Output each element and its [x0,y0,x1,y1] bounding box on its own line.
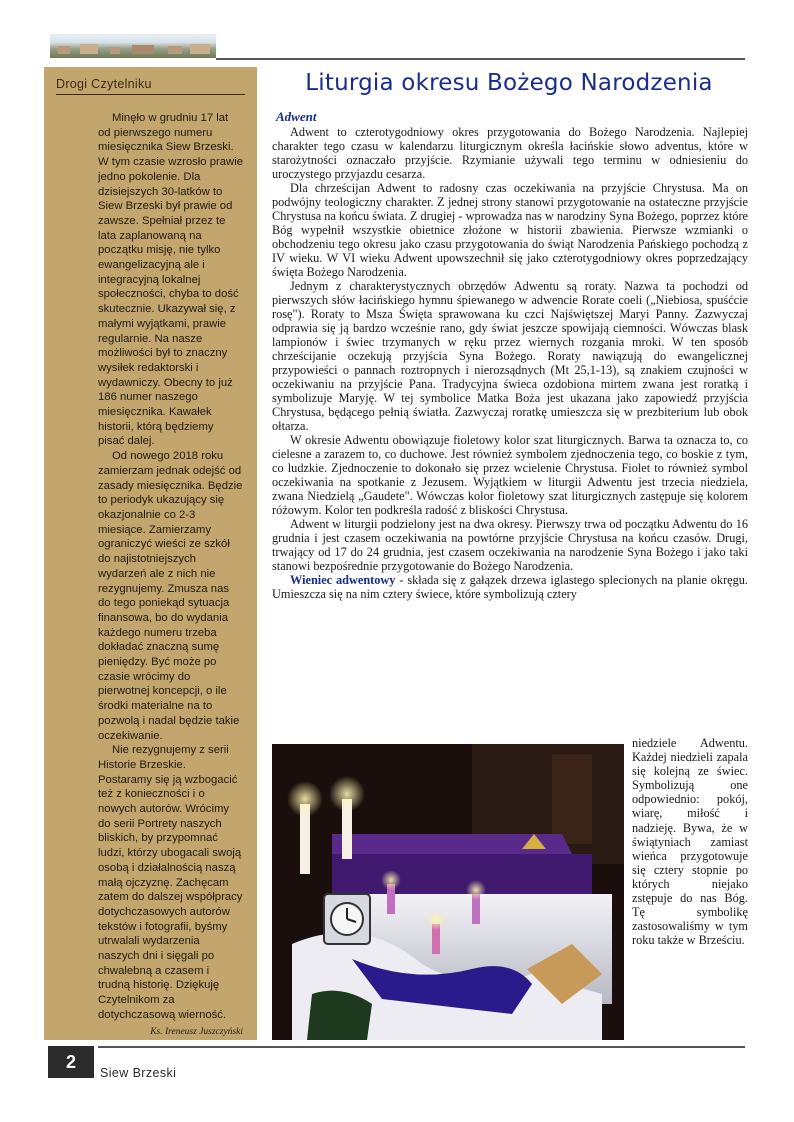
footer-rule [98,1046,745,1048]
wreath-term: Wieniec adwentowy [290,573,396,587]
article-paragraph: Adwent to czterotygodniowy okres przygotowania do Bożego Narodzenia. Najlepiej charakter tego czasu w kalendarzu liturgicznym określa łacińskie słowo adventus, które w starożytności oznaczało przyjście. Rzymianie używali tego terminu w odniesieniu do uroczystego przyjazdu cesarza. [272,125,748,181]
sidebar-signature: Ks. Ireneusz Juszczyński [150,1026,243,1037]
advent-altar-photo [272,744,624,1040]
page-number: 2 [48,1046,94,1078]
wreath-continued-column [632,736,748,947]
header-rule [216,58,745,60]
section-label: Adwent [276,109,317,124]
wreath-intro: - składa się z gałązek drzewa iglastego splecionych na planie okręgu. Umieszcza się na nim cztery świece, które symbolizują cztery [272,573,748,601]
sidebar-title: Drogi Czytelniku [56,77,245,95]
article-paragraph: W okresie Adwentu obowiązuje fioletowy kolor szat liturgicznych. Barwa ta oznacza to, co cielesne a zarazem to, co duchowe. Jest również symbolem zjednoczenia tego, co boskie z tym, co ludzkie. Zjednoczenie to dokonało się przez wcielenie Chrystusa. Fiolet to również symbol oczekiwania na spotkanie z Jezusem. Wyjątkiem w liturgii Adwentu jest trzecia niedziela, zwana Niedzielą „Gaudete". Wówczas kolor fioletowy szat liturgicznych zastępuje się kolorem różowym. Kolor ten podkreśla radość z bliskości Chrystusa. [272,433,748,517]
sidebar-paragraph: Nie rezygnujemy z serii Historie Brzeskie. Postaramy się ją wzbogacić też z konieczności i o nowych autorów. Wrócimy do serii Portrety naszych bliskich, by przypomnać ludzi, którzy ubogacali swoją osobą i działalnością naszą małą ojczyznę. Zachęcam zatem do dalszej współpracy dotychczasowych autorów tekstów i fotografii, byśmy utrwalali wydarzenia naszych dni i sięgali po chwalebną a czasem i trudną historię. Dziękuję Czytelnikom za dotychczasową wierność. [98,744,243,1021]
sidebar-body [98,111,243,1039]
article-body [272,110,748,601]
article-paragraph: Jednym z charakterystycznych obrzędów Adwentu są roraty. Nazwa ta pochodzi od pierwszych słów łacińskiego hymnu śpiewanego w adwencie Rorate coeli („Niebiosa, spuśćcie rosę"). Roraty to Msza Święta sprawowana ku czci Najświętszej Maryi Panny. Zazwyczaj odprawia się ją bardzo wcześnie rano, gdy świat jeszcze spowijają ciemności. Wówczas blask lampionów i świec trzymanych w ręku przez wiernych rozgania mroki. W ten sposób chrześcijanie oczekują przyjścia Syna Bożego. Roraty nawiązują do ewangelicznej przypowieści o pannach roztropnych i nierozsądnych (Mt 25,1-13), są znakiem czujności w oczekiwaniu na przyjście Pana. Tradycyjna świeca ozdobiona mirtem zwana jest roratką i symbolizuje Maryję. W tej symbolice Matka Boża jest ukazana jako zapowiedź przyjścia Chrystusa, będącego pełnią światła. Zazwyczaj roratkę umieszcza się w prezbiterium lub obok ołtarza. [272,279,748,433]
wreath-continued-text: niedziele Adwentu. Każdej niedzieli zapala się kolejną ze świec. Symbolizują one odpowiednio: pokój, wiarę, miłość i nadzieję. Bywa, że w świątyniach zamiast wieńca przygotowuje się cztery stopnie po których niejako zstępuje do nas Bóg. Tę symbolikę zastosowaliśmy w tym roku także w Brześciu. [632,736,748,948]
sidebar-paragraph: Od nowego 2018 roku zamierzam jednak odejść od zasady miesięcznika. Będzie to periodyk ukazujący się okazjonalnie co 2-3 miesiące. Zamierzamy ograniczyć wieści ze szkół do najistotniejszych wydarzeń ale z nich nie rezygnujemy. Zmusza nas do tego poniekąd sytuacja finansowa, bo do wydania każdego numeru trzeba dokładać znaczną sumę pieniędzy. Być może po czasie wrócimy do pierwotnej koncepcji, o ile środki materialne na to pozwolą i nadal będzie takie oczekiwanie. [98,450,243,742]
article-paragraph: Adwent w liturgii podzielony jest na dwa okresy. Pierwszy trwa od początku Adwentu do 16 grudnia i jest czasem oczekiwania na powtórne przyjście Chrystusa na końcu czasów. Drugi, trwający od 17 do 24 grudnia, jest czasem oczekiwania na narodzenie Syna Bożego i jako taki stanowi bezpośrednie przygotowanie do Bożego Narodzenia. [272,517,748,573]
header-village-photo [50,34,216,58]
article-paragraph: Dla chrześcijan Adwent to radosny czas oczekiwania na przyjście Chrystusa. Ma on podwójny teologiczny charakter. Z jednej strony stanowi przygotowanie na ostateczne przyjście Chrystusa na końcu świata. Z drugiej - wprowadza nas w narodziny Syna Bożego, poprzez które Bóg wypełnił wszystkie obietnice złożone w historii zbawienia. Pierwsze wzmianki o obchodzeniu tego okresu jako czasu przygotowania do świąt Narodzenia Pańskiego pochodzą z IV wieku. W VI wieku Adwent upowszechnił się jako czterotygodniowy okres poprzedzający święta Bożego Narodzenia. [272,181,748,279]
wreath-paragraph [272,573,748,601]
altar-photo-image [272,744,624,1040]
editorial-sidebar [44,67,257,1040]
publication-name: Siew Brzeski [100,1066,177,1080]
article-title: Liturgia okresu Bożego Narodzenia [305,70,713,96]
sidebar-paragraph: Minęło w grudniu 17 lat od pierwszego numeru miesięcznika Siew Brzeski. W tym czasie wzrosło prawie jedno pokolenie. Dla dzisiejszych 30-latków to Siew Brzeski był prawie od zawsze. Spełniał przez te lata zaplanowaną na początku misję, nie tylko ewangelizacyjną ale i integracyjną lokalnej społeczności, chyba to dość skutecznie. Ukazywał się, z małymi wyjątkami, prawie regularnie. Na nasze możliwości był to znaczny wysiłek redaktorski i wydawniczy. Obecny to już 186 numer naszego miesięcznika. Kawałek historii, którą będziemy pisać dalej. [98,112,244,448]
